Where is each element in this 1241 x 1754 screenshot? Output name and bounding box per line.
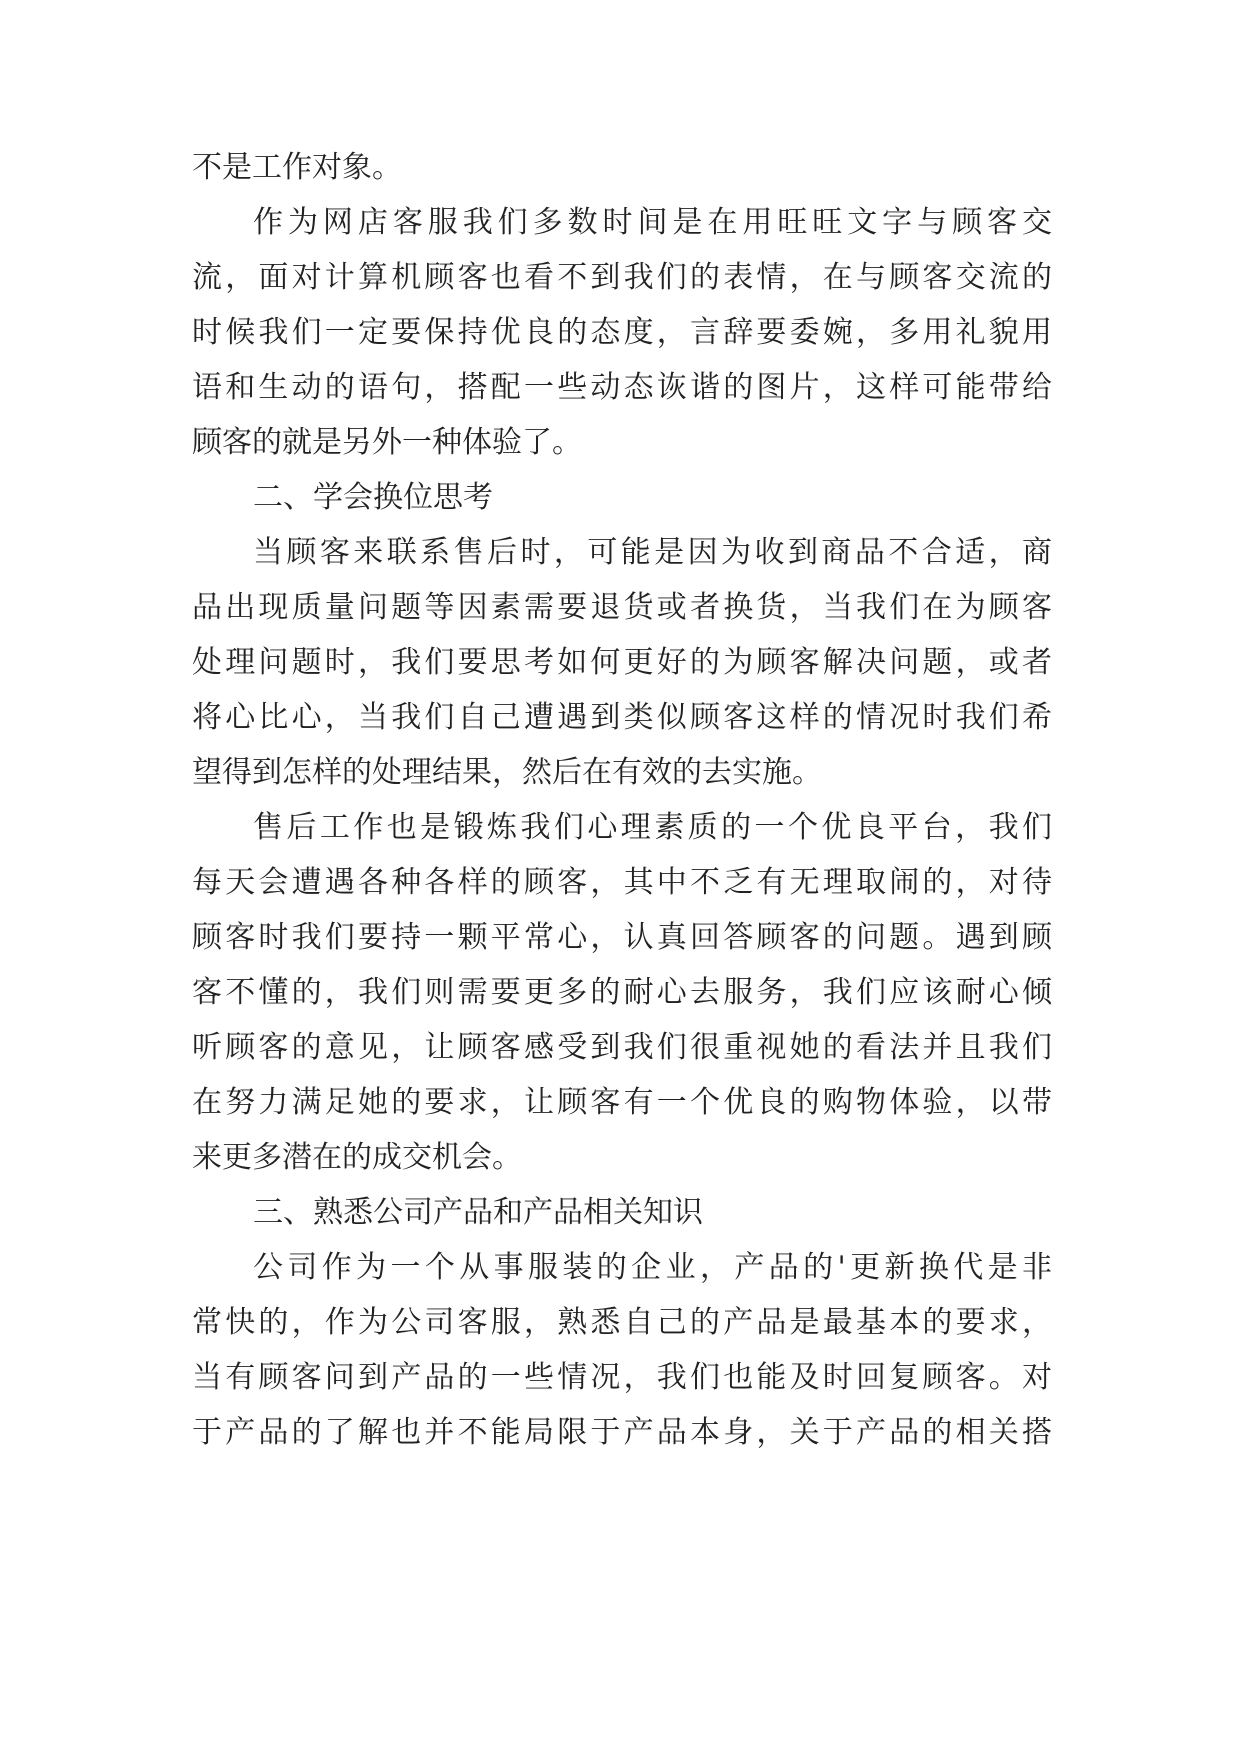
paragraph-3-line-1: 售后工作也是锻炼我们心理素质的一个优良平台，我们: [253, 810, 1052, 845]
paragraph-2-line-4: 将心比心，当我们自己遭遇到类似顾客这样的情况时我们希: [192, 700, 1052, 735]
paragraph-4-line-1: 公司作为一个从事服装的企业，产品的'更新换代是非: [253, 1250, 1052, 1285]
paragraph-4-line-4: 于产品的了解也并不能局限于产品本身，关于产品的相关搭: [192, 1415, 1052, 1450]
paragraph-1-line-5: 顾客的就是另外一种体验了。: [192, 425, 582, 460]
paragraph-3-line-6: 在努力满足她的要求，让顾客有一个优良的购物体验，以带: [192, 1085, 1052, 1120]
paragraph-1-line-2: 流，面对计算机顾客也看不到我们的表情，在与顾客交流的: [192, 260, 1052, 295]
text-line-1: 不是工作对象。: [192, 150, 402, 185]
paragraph-2-line-1: 当顾客来联系售后时，可能是因为收到商品不合适，商: [253, 535, 1052, 570]
section-heading-3: 三、熟悉公司产品和产品相关知识: [253, 1195, 703, 1230]
paragraph-1-line-4: 语和生动的语句，搭配一些动态诙谐的图片，这样可能带给: [192, 370, 1052, 405]
paragraph-3-line-2: 每天会遭遇各种各样的顾客，其中不乏有无理取闹的，对待: [192, 865, 1052, 900]
paragraph-4-line-3: 当有顾客问到产品的一些情况，我们也能及时回复顾客。对: [192, 1360, 1052, 1395]
paragraph-3-line-3: 顾客时我们要持一颗平常心，认真回答顾客的问题。遇到顾: [192, 920, 1052, 955]
paragraph-3-line-5: 听顾客的意见，让顾客感受到我们很重视她的看法并且我们: [192, 1030, 1052, 1065]
paragraph-1-line-3: 时候我们一定要保持优良的态度，言辞要委婉，多用礼貌用: [192, 315, 1052, 350]
paragraph-1-line-1: 作为网店客服我们多数时间是在用旺旺文字与顾客交: [253, 205, 1052, 240]
paragraph-2-line-2: 品出现质量问题等因素需要退货或者换货，当我们在为顾客: [192, 590, 1052, 625]
paragraph-3-line-4: 客不懂的，我们则需要更多的耐心去服务，我们应该耐心倾: [192, 975, 1052, 1010]
paragraph-4-line-2: 常快的，作为公司客服，熟悉自己的产品是最基本的要求，: [192, 1305, 1052, 1340]
paragraph-3-line-7: 来更多潜在的成交机会。: [192, 1140, 522, 1175]
section-heading-2: 二、学会换位思考: [253, 480, 493, 515]
paragraph-2-line-5: 望得到怎样的处理结果，然后在有效的去实施。: [192, 755, 822, 790]
paragraph-2-line-3: 处理问题时，我们要思考如何更好的为顾客解决问题，或者: [192, 645, 1052, 680]
